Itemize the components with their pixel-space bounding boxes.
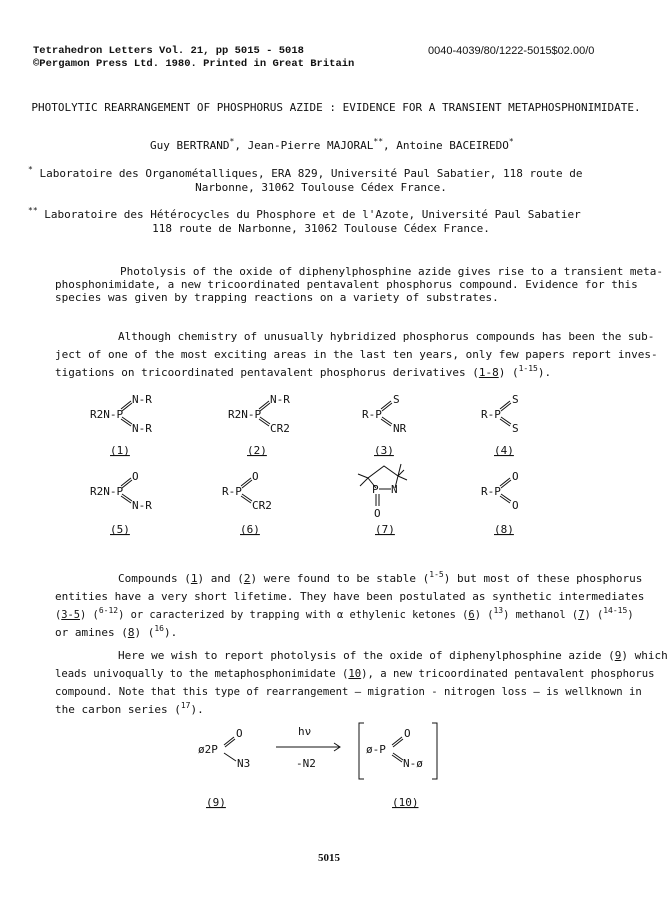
reaction-scheme xyxy=(0,715,672,815)
abstract-line-2: phosphonimidate, a new tricoordinated pentavalent phosphorus compound. Evidence for this xyxy=(55,278,638,291)
structures-figure xyxy=(0,390,672,550)
para1-line3: tigations on tricoordinated pentavalent phosphorus derivatives (1-8) ($^{1-15}$). xyxy=(55,364,552,379)
struct-8-substituent: R-P xyxy=(481,485,501,498)
affiliation-1: * Laboratoire des Organométalliques, ERA 829, Université Paul Sabatier, 118 route de xyxy=(28,165,583,180)
struct-8-top: O xyxy=(512,470,519,483)
product-number: (10) xyxy=(392,796,419,809)
page-number: 5015 xyxy=(318,852,340,864)
article-code: 0040-4039/80/1222-5015$02.00/0 xyxy=(428,45,595,57)
author-1-mark: * xyxy=(229,137,235,146)
struct-1-substituent: R2N-P xyxy=(90,408,124,421)
publisher-line: ©Pergamon Press Ltd. 1980. Printed in Great Britain xyxy=(33,58,355,70)
affiliation-1-line2: Narbonne, 31062 Toulouse Cédex France. xyxy=(195,181,447,194)
citation-1-15: 1-15 xyxy=(518,364,538,373)
struct-6-substituent: R-P xyxy=(222,485,242,498)
para3-line1: Here we wish to report photolysis of the oxide of diphenylphosphine azide (9) which xyxy=(118,649,668,662)
struct-4-substituent: R-P xyxy=(481,408,501,421)
author-list: Guy BERTRAND*, Jean-Pierre MAJORAL**, Antoine BACEIREDO* xyxy=(150,137,514,152)
struct-7-oxygen: O xyxy=(374,507,381,520)
struct-1-bottom: N-R xyxy=(132,422,152,435)
author-2: Jean-Pierre MAJORAL xyxy=(247,139,374,152)
struct-6-bottom: CR2 xyxy=(252,499,272,512)
para3-line3: compound. Note that this type of rearrangement — migration - nitrogen loss — is wellknown in xyxy=(55,686,642,698)
product-oxygen: O xyxy=(404,727,411,740)
struct-7-phosphorus: P xyxy=(372,483,379,496)
para2-line3: (3-5) ($^{6-12}$) or caracterized by trapping with α ethylenic ketones (6) ($^{13}$) methanol (7) ($^{14-15}$) xyxy=(55,606,634,621)
arrow-label-top: hν xyxy=(298,725,312,738)
journal-citation: Tetrahedron Letters Vol. 21, pp 5015 - 5018 xyxy=(33,45,304,57)
struct-3-substituent: R-P xyxy=(362,408,382,421)
reactant-azide: N3 xyxy=(237,757,251,770)
affiliation-2-line2: 118 route de Narbonne, 31062 Toulouse Cédex France. xyxy=(152,222,490,235)
struct-2-number: (2) xyxy=(247,444,267,457)
para3-line2: leads univoqually to the metaphosphonimidate (10), a new tricoordinated pentavalent phosphorus xyxy=(55,668,655,680)
struct-8-bottom: O xyxy=(512,499,519,512)
author-3-mark: * xyxy=(508,137,514,146)
struct-1-top: N-R xyxy=(132,393,152,406)
para1-line2: ject of one of the most exciting areas in the last ten years, only few papers report inves- xyxy=(55,348,658,361)
arrow-label-bottom: -N2 xyxy=(296,757,316,770)
struct-6-number: (6) xyxy=(240,523,260,536)
struct-8-number: (8) xyxy=(494,523,514,536)
ref-1-8: 1-8 xyxy=(478,366,499,379)
struct-4-top: S xyxy=(512,393,519,406)
product-imide: N-ø xyxy=(403,757,423,770)
struct-5-number: (5) xyxy=(110,523,130,536)
author-2-mark: ** xyxy=(373,137,384,146)
para2-line4: or amines (8) ($^{16}$). xyxy=(55,624,178,639)
struct-3-bottom: NR xyxy=(393,422,407,435)
author-1: Guy BERTRAND xyxy=(150,139,230,152)
reactant-substituent: ø2P xyxy=(198,743,218,756)
article-title: PHOTOLYTIC REARRANGEMENT OF PHOSPHORUS AZIDE : EVIDENCE FOR A TRANSIENT METAPHOSPHONIMIDATE. xyxy=(31,101,641,114)
struct-2-bottom: CR2 xyxy=(270,422,290,435)
affiliation-2: ** Laboratoire des Hétérocycles du Phosphore et de l'Azote, Université Paul Sabatier xyxy=(28,206,581,221)
struct-3-top: S xyxy=(393,393,400,406)
struct-6-top: O xyxy=(252,470,259,483)
abstract-line-3: species was given by trapping reactions on a variety of substrates. xyxy=(55,291,499,304)
struct-2-top: N-R xyxy=(270,393,290,406)
struct-5-top: O xyxy=(132,470,139,483)
author-3: Antoine BACEIREDO xyxy=(396,139,509,152)
abstract-line-1: Photolysis of the oxide of diphenylphosphine azide gives rise to a transient meta- xyxy=(120,265,664,278)
reactant-oxygen: O xyxy=(236,727,243,740)
struct-2-substituent: R2N-P xyxy=(228,408,262,421)
struct-3-number: (3) xyxy=(374,444,394,457)
product-substituent: ø-P xyxy=(366,743,386,756)
struct-7-nitrogen: N xyxy=(391,483,398,496)
para2-line2: entities have a very short lifetime. They have been postulated as synthetic intermediates xyxy=(55,590,645,603)
struct-7-number: (7) xyxy=(375,523,395,536)
struct-5-bottom: N-R xyxy=(132,499,152,512)
struct-5-substituent: R2N-P xyxy=(90,485,124,498)
para2-line1: Compounds (1) and (2) were found to be stable ($^{1-5}$) but most of these phosphorus xyxy=(118,570,643,585)
struct-1-number: (1) xyxy=(110,444,130,457)
reactant-number: (9) xyxy=(206,796,226,809)
para3-line4: the carbon series ($^{17}$). xyxy=(55,701,204,716)
para1-line1: Although chemistry of unusually hybridized phosphorus compounds has been the sub- xyxy=(118,330,655,343)
struct-4-bottom: S xyxy=(512,422,519,435)
struct-4-number: (4) xyxy=(494,444,514,457)
